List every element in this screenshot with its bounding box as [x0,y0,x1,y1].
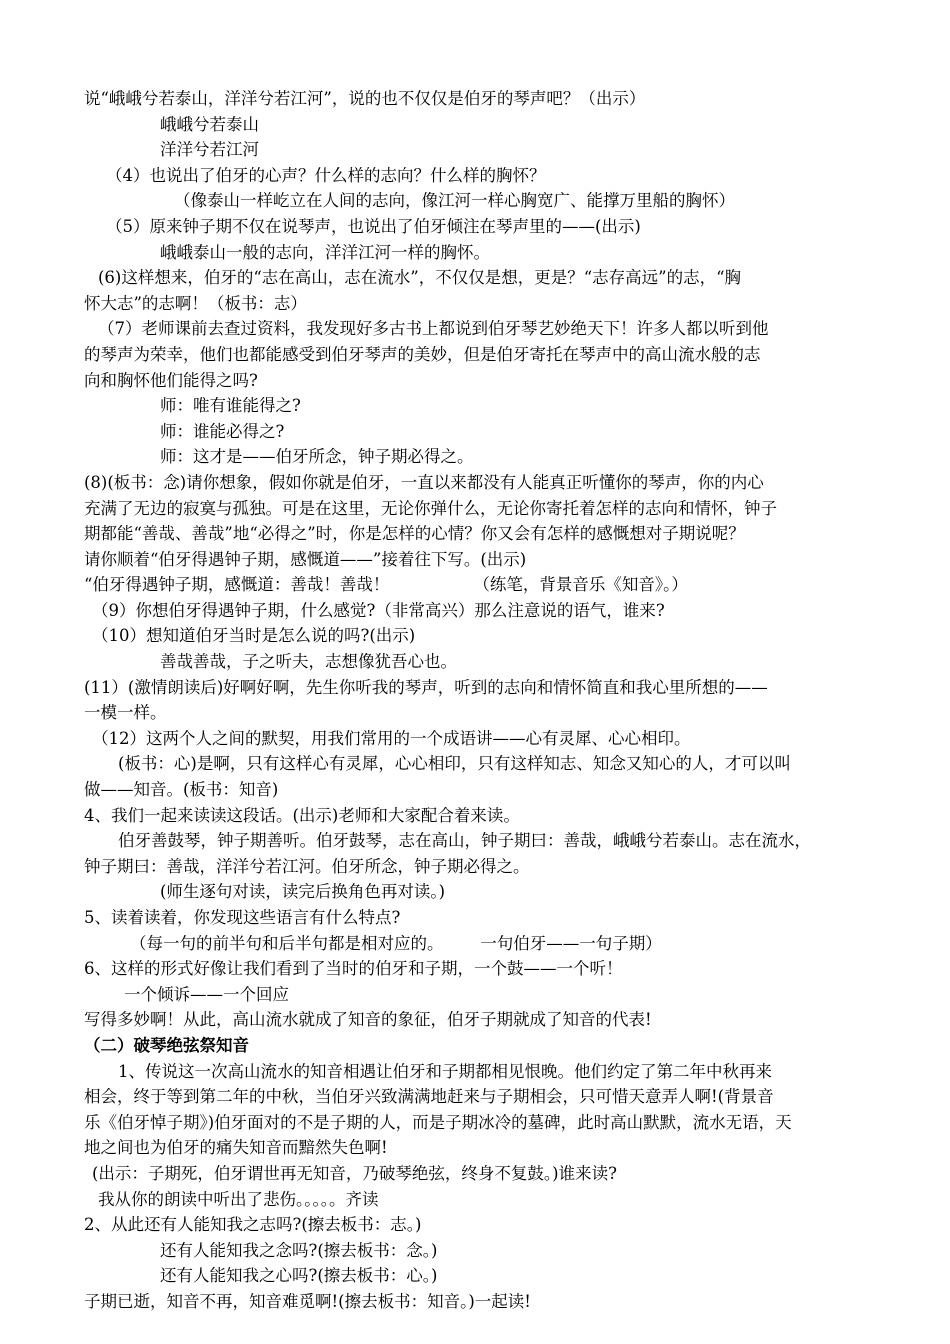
text-line: （9）你想伯牙得遇钟子期，什么感觉?（非常高兴）那么注意说的语气，谁来? [92,600,665,620]
text-line: 峨峨泰山一般的志向，洋洋江河一样的胸怀。 [160,242,490,262]
text-line: 的琴声为荣幸，他们也都能感受到伯牙琴声的美妙，但是伯牙寄托在琴声中的高山流水般的志 [84,344,761,364]
text-line: 充满了无边的寂寞与孤独。可是在这里，无论你弹什么，无论你寄托着怎样的志向和情怀，钟子 [84,498,777,518]
text-line: 乐《伯牙悼子期》)伯牙面对的不是子期的人，而是子期冰冷的墓碑，此时高山默默，流水无语，天 [84,1112,792,1132]
document-page [84,86,874,1315]
text-line: 请你顺着“伯牙得遇钟子期，感慨道——”接着往下写。(出示) [84,549,527,569]
text-line: 6、这样的形式好像让我们看到了当时的伯牙和子期，一个鼓——一个听！ [84,959,623,979]
text-line: (出示：子期死，伯牙谓世再无知音，乃破琴绝弦，终身不复鼓。)谁来读? [92,1163,617,1183]
text-line: 地之间也为伯牙的痛失知音而黯然失色啊! [84,1138,388,1158]
text-line: 相会，终于等到第二年的中秋，当伯牙兴致满满地赶来与子期相会，只可惜天意弄人啊!(背景音 [84,1087,774,1107]
text-line: 还有人能知我之念吗?(擦去板书：念。) [160,1240,438,1260]
section-heading: （二）破琴绝弦祭知音 [84,1035,249,1055]
text-line: 子期已逝，知音不再，知音难觅啊!(擦去板书：知音。)一起读! [84,1291,531,1311]
text-line: (6)这样想来，伯牙的“志在高山，志在流水”，不仅仅是想，更是？“志存高远”的志，“胸 [98,268,742,288]
text-line: （5）原来钟子期不仅在说琴声，也说出了伯牙倾注在琴声里的——(出示) [106,216,641,236]
text-line: (师生逐句对读，读完后换角色再对读。) [160,882,446,902]
text-line: (11）(激情朗读后)好啊好啊，先生你听我的琴声，听到的志向和情怀简直和我心里所想的—— [84,677,768,697]
text-line: 洋洋兮若江河 [160,140,259,160]
text-line: 怀大志”的志啊！（板书：志） [84,293,307,313]
text-line: 还有人能知我之心吗?(擦去板书：心。) [160,1266,438,1286]
text-line: （像泰山一样屹立在人间的志向，像江河一样心胸宽广、能撑万里船的胸怀） [174,191,735,211]
text-line: 伯牙善鼓琴，钟子期善听。伯牙鼓琴，志在高山，钟子期曰：善哉，峨峨兮若泰山。志在流水， [118,831,811,851]
text-line: 4、我们一起来读读这段话。(出示)老师和大家配合着来读。 [84,805,520,825]
text-line: 我从你的朗读中听出了悲伤。。。。。齐读 [98,1189,379,1209]
text-line: 做——知音。(板书：知音) [84,780,279,800]
text-line: （4）也说出了伯牙的心声？什么样的志向？什么样的胸怀？ [106,165,546,185]
text-line: 1、传说这一次高山流水的知音相遇让伯牙和子期都相见恨晚。他们约定了第二年中秋再来 [118,1061,772,1081]
text-line: （每一句的前半句和后半句都是相对应的。 一句伯牙——一句子期） [130,933,662,953]
text-line: 写得多妙啊！从此，高山流水就成了知音的象征，伯牙子期就成了知音的代表! [84,1010,652,1030]
text-line: （7）老师课前去查过资料，我发现好多古书上都说到伯牙琴艺妙绝天下！许多人都以听到他 [98,319,769,339]
text-line: 善哉善哉，子之听夫，志想像犹吾心也。 [160,652,457,672]
text-line: 师：这才是——伯牙所念，钟子期必得之。 [160,447,474,467]
text-line: （10）想知道伯牙当时是怎么说的吗?(出示) [92,626,416,646]
text-line: 期都能“善哉、善哉”地“必得之”时，你是怎样的心情？你又会有怎样的感慨想对子期说呢？ [84,524,745,544]
text-line: “伯牙得遇钟子期，感慨道：善哉！善哉！ （练笔，背景音乐《知音》。） [84,575,688,595]
text-line: 一模一样。 [84,703,167,723]
text-line: 一个倾诉——一个回应 [124,984,289,1004]
text-line: (8)(板书：念)请你想象，假如你就是伯牙，一直以来都没有人能真正听懂你的琴声，你的内心 [84,472,764,492]
text-line: 峨峨兮若泰山 [160,114,259,134]
text-line: 钟子期曰：善哉，洋洋兮若江河。伯牙所念，钟子期必得之。 [84,856,530,876]
text-line: 师：谁能必得之? [160,421,285,441]
text-line: 师：唯有谁能得之? [160,396,301,416]
text-line: 5、读着读着，你发现这些语言有什么特点? [84,908,401,927]
text-line: (板书：心)是啊，只有这样心有灵犀，心心相印，只有这样知志、知念又知心的人，才可以叫 [118,754,791,774]
text-line: 向和胸怀他们能得之吗? [84,370,258,390]
text-line: 2、从此还有人能知我之志吗?(擦去板书：志。) [84,1215,422,1235]
text-line: 说“峨峨兮若泰山，洋洋兮若江河”，说的也不仅仅是伯牙的琴声吧？（出示） [84,89,646,108]
text-line: （12）这两个人之间的默契，用我们常用的一个成语讲——心有灵犀、心心相印。 [92,728,691,748]
